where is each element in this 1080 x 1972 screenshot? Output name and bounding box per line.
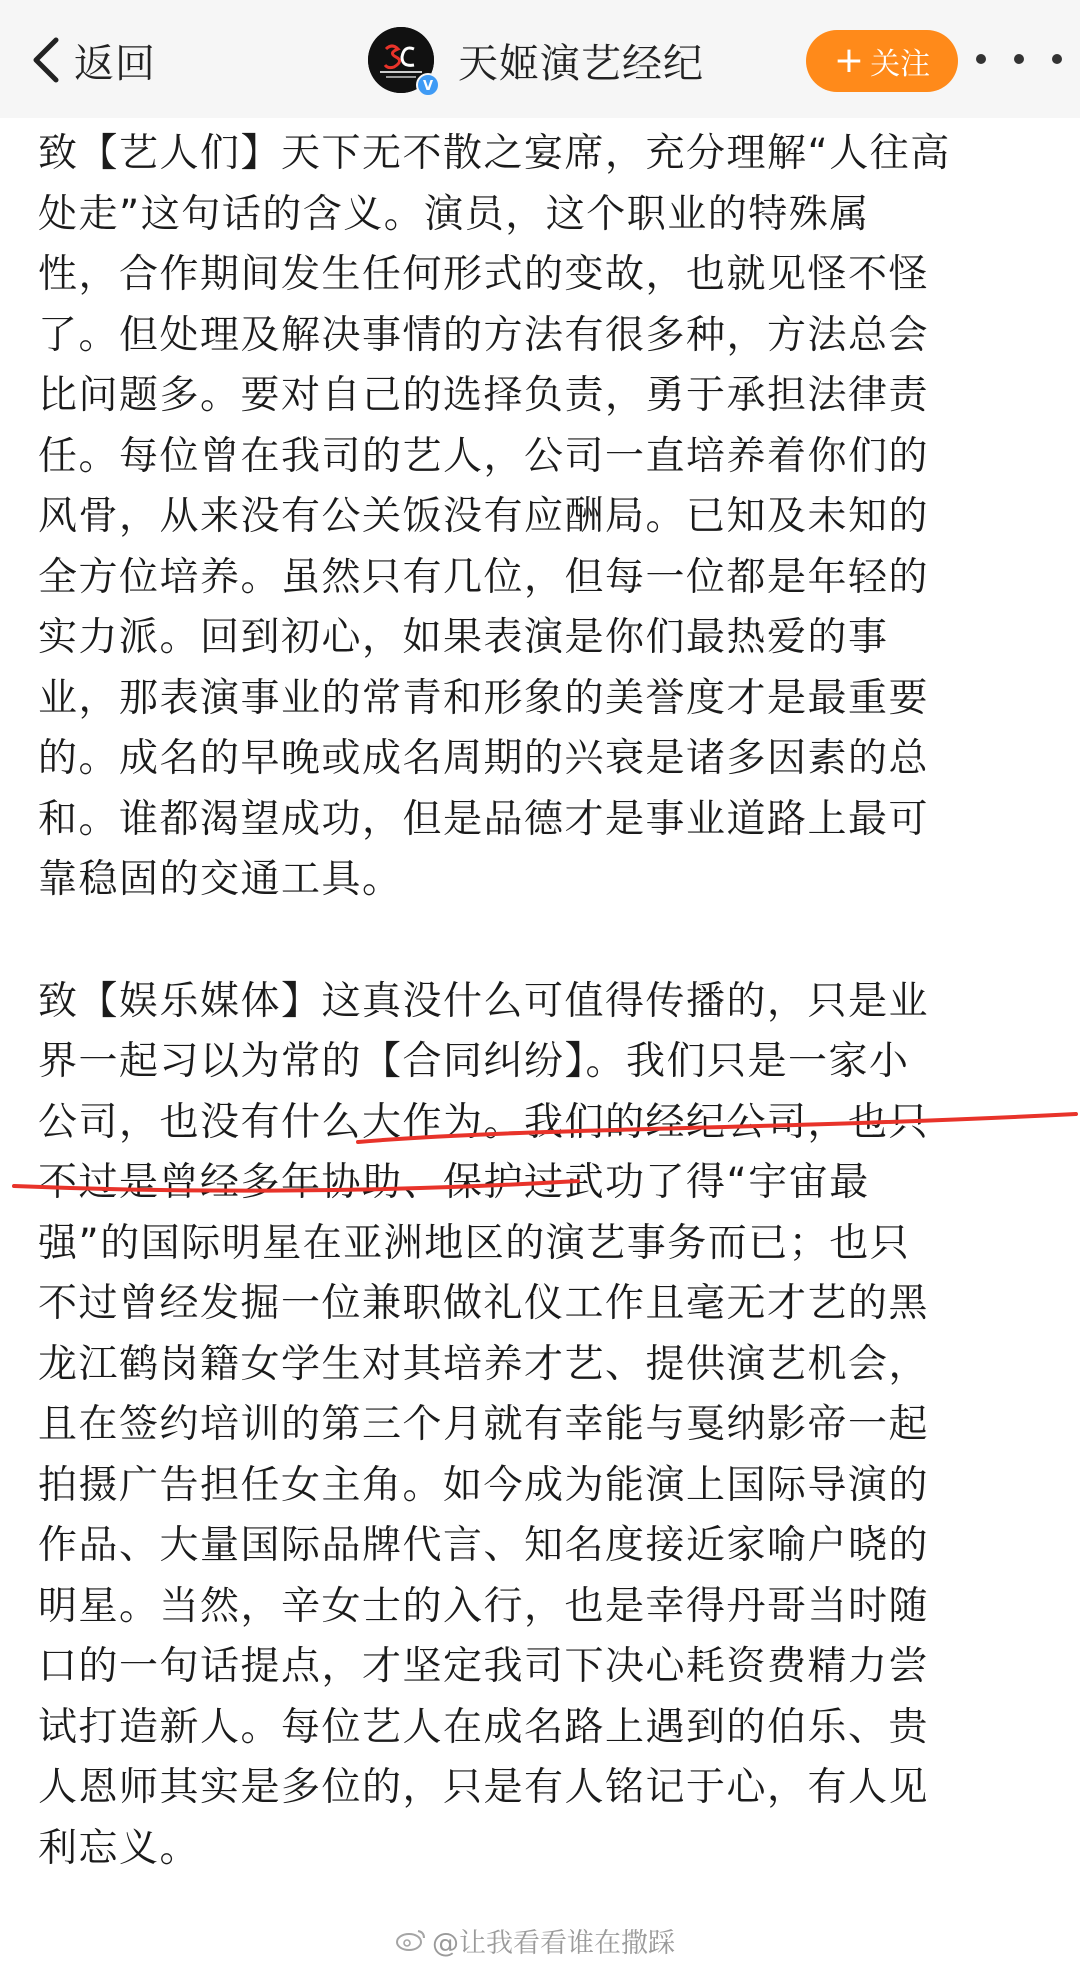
text-line: 试打造新人。每位艺人在成名路上遇到的伯乐、贵 [38,1704,930,1750]
text-line: 全方位培养。虽然只有几位，但每一位都是年轻的 [38,554,930,600]
follow-label: 关注 [870,47,931,82]
text-line: 公司，也没有什么大作为。我们的经纪公司，也只 [38,1099,930,1145]
account-header[interactable] [368,22,704,98]
watermark [394,1920,675,1960]
more-options-button[interactable] [976,44,1062,74]
text-line: 业，那表演事业的常青和形象的美誉度才是最重要 [38,675,930,721]
watermark-text: @让我看看谁在撒踩 [432,1927,675,1959]
more-dot-icon [1052,54,1062,64]
text-line: 明星。当然，辛女士的入行，也是幸得丹哥当时随 [38,1583,930,1629]
paragraph-media [38,972,1042,1880]
text-line: 比问题多。要对自己的选择负责，勇于承担法律责 [38,373,930,418]
text-line: 龙江鹤岗籍女学生对其培养才艺、提供演艺机会， [38,1341,930,1387]
text-line: 致【艺人们】天下无不散之宴席，充分理解“人往高 [38,131,951,176]
weibo-logo-icon [394,1927,428,1953]
text-line: 不过曾经发掘一位兼职做礼仪工作且毫无才艺的黑 [38,1281,930,1326]
text-line: 且在签约培训的第三个月就有幸能与戛纳影帝一起 [38,1402,930,1447]
post-body [38,124,1042,1879]
text-line: 风骨，从来没有公关饭没有应酬局。已知及未知的 [38,494,930,539]
text-line: 界一起习以为常的【合同纠纷】。我们只是一家小 [38,1039,910,1084]
plus-icon: + [833,40,865,81]
back-button[interactable] [26,30,156,90]
verified-badge-icon [416,73,440,97]
text-line: 任。每位曾在我司的艺人，公司一直培养着你们的 [38,433,930,479]
text-line: 口的一句话提点，才坚定我司下决心耗资费精力尝 [38,1644,930,1689]
svg-text:V: V [422,79,434,94]
text-line: 利忘义。 [38,1825,201,1871]
text-line: 强”的国际明星在亚洲地区的演艺事务而已；也只 [38,1220,911,1266]
text-line: 作品、大量国际品牌代言、知名度接近家喻户晓的 [38,1523,930,1568]
text-line: 处走”这句话的含义。演员，这个职业的特殊属 [38,191,870,237]
text-line: 实力派。回到初心，如果表演是你们最热爱的事 [38,615,889,660]
text-line: 人恩师其实是多位的，只是有人铭记于心，有人见 [38,1765,930,1810]
text-line: 和。谁都渴望成功，但是品德才是事业道路上最可 [38,796,930,842]
top-nav-bar [0,0,1080,118]
more-dot-icon [1014,54,1024,64]
follow-button[interactable] [806,30,958,92]
back-label: 返回 [74,40,156,87]
text-line: 了。但处理及解决事情的方法有很多种，方法总会 [38,312,930,358]
text-line: 性，合作期间发生任何形式的变故，也就见怪不怪 [38,252,930,297]
text-line: 致【娱乐媒体】这真没什么可值得传播的，只是业 [38,978,930,1024]
text-line: 拍摄广告担任女主角。如今成为能演上国际导演的 [38,1462,930,1508]
text-line: 不过是曾经多年协助、保护过武功了得“宇宙最 [38,1160,870,1205]
avatar[interactable] [368,27,434,93]
paragraph-artists [38,124,1042,911]
text-line: 的。成名的早晚或成名周期的兴衰是诸多因素的总 [38,736,930,781]
text-line: 靠稳固的交通工具。 [38,857,403,902]
account-name[interactable]: 天姬演艺经纪 [458,40,704,87]
chevron-left-icon [26,30,70,90]
paragraph-spacer [38,911,1042,972]
more-dot-icon [976,54,986,64]
